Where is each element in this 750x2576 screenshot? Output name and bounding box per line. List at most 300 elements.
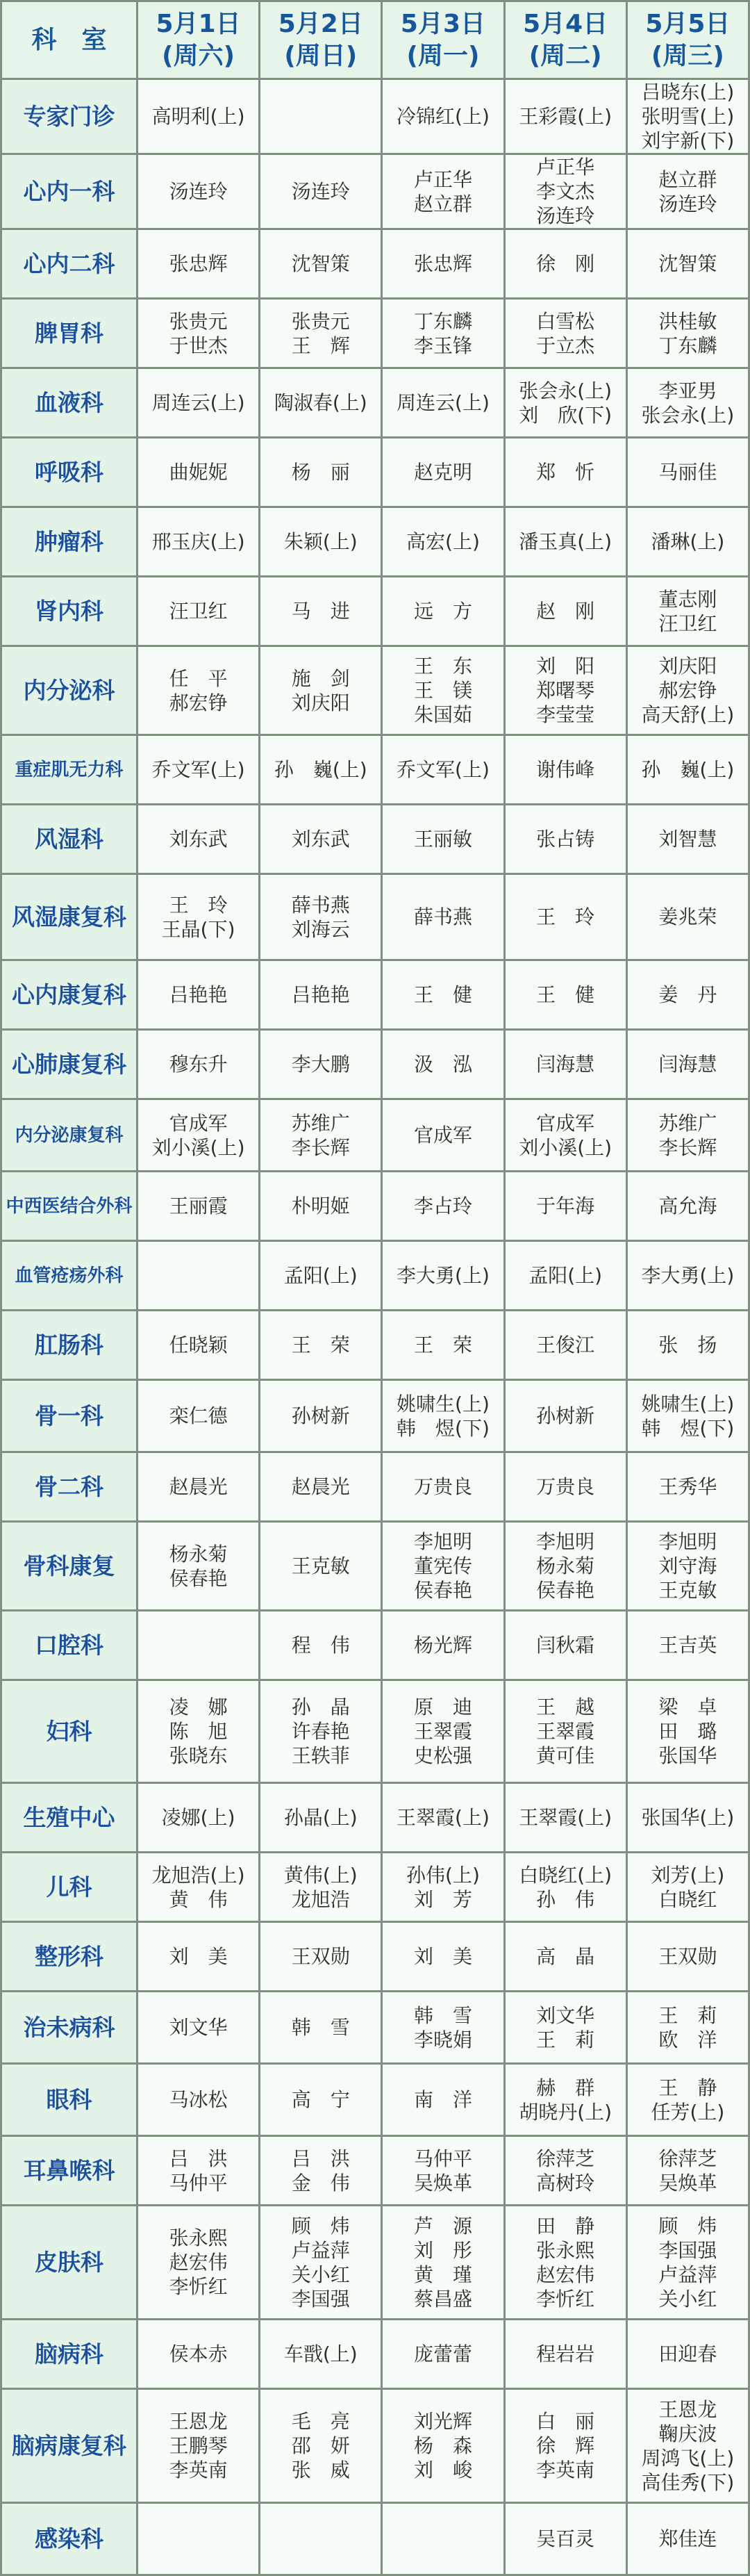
doctor-name: 于世杰: [169, 334, 228, 357]
duty-cell: [138, 1380, 260, 1452]
doctor-name: 孙树新: [536, 1404, 595, 1427]
duty-cell: [138, 1172, 260, 1241]
duty-cell: [504, 1099, 626, 1172]
doctor-name: 闫秋霜: [536, 1634, 595, 1657]
doctor-name: 郑佳连: [658, 2527, 717, 2550]
doctor-name: 李英南: [536, 2459, 595, 2481]
doctor-name: 于年海: [536, 1195, 595, 1217]
doctor-name: 官成军: [413, 1124, 472, 1147]
doctor-name: 白晓红(上): [519, 1863, 612, 1887]
doctor-name: 任晓颖: [169, 1334, 228, 1356]
schedule-row: [1, 1172, 749, 1241]
schedule-row: [1, 2206, 749, 2320]
duty-cell: [382, 1922, 504, 1992]
dept-name: 儿科: [1, 1853, 138, 1922]
duty-cell: [138, 299, 260, 368]
duty-cell: [504, 1922, 626, 1992]
duty-cell: [626, 1380, 749, 1452]
duty-cell: [626, 1922, 749, 1992]
doctor-name: 吕晓东(上): [641, 81, 735, 104]
duty-cell: [138, 646, 260, 735]
schedule-row: [1, 1853, 749, 1922]
doctor-name: 王双勋: [291, 1945, 350, 1968]
duty-cell: [382, 507, 504, 577]
doctor-name: 万贵良: [536, 1475, 595, 1498]
duty-cell: [260, 2320, 382, 2389]
dept-name: 专家门诊: [1, 79, 138, 154]
doctor-name: 李旭明: [536, 1530, 595, 1553]
duty-cell: [138, 577, 260, 646]
doctor-name: 赫 群: [536, 2076, 595, 2099]
duty-cell: [382, 2064, 504, 2136]
doctor-name: 孙树新: [291, 1404, 350, 1427]
doctor-name: 龙旭浩: [291, 1887, 350, 1911]
duty-cell: [382, 299, 504, 368]
schedule-row: [1, 960, 749, 1030]
doctor-name: 王 东: [413, 655, 472, 678]
duty-cell: [260, 368, 382, 438]
duty-cell: [138, 1783, 260, 1853]
doctor-name: 李旭明: [413, 1530, 472, 1553]
doctor-name: 王 镁: [413, 679, 472, 702]
schedule-row: [1, 1611, 749, 1680]
doctor-name: 吕 洪: [291, 2147, 350, 2170]
doctor-name: 侯春艳: [169, 1566, 228, 1590]
duty-cell: [382, 1992, 504, 2064]
doctor-name: 黄 瑾: [413, 2263, 472, 2286]
doctor-name: 于立杰: [536, 334, 595, 357]
duty-cell: [260, 960, 382, 1030]
doctor-name: 薛书燕: [291, 893, 350, 917]
dept-name: 脾胃科: [1, 299, 138, 368]
duty-cell: [504, 646, 626, 735]
doctor-name: 闫海慧: [536, 1053, 595, 1076]
duty-cell: [382, 368, 504, 438]
dept-name: 脑病科: [1, 2320, 138, 2389]
doctor-name: 刘智慧: [658, 828, 717, 851]
doctor-name: 杨光辉: [413, 1634, 472, 1657]
doctor-name: 李国强: [658, 2238, 717, 2262]
doctor-name: 张 威: [291, 2459, 350, 2481]
schedule-row: [1, 438, 749, 507]
duty-cell: [138, 805, 260, 874]
duty-cell: [626, 1611, 749, 1680]
duty-cell: [138, 1611, 260, 1680]
duty-cell: [504, 1452, 626, 1522]
duty-cell: [504, 2136, 626, 2206]
doctor-name: 任 平: [169, 666, 228, 690]
doctor-name: 刘 欣(下): [519, 403, 612, 427]
schedule-row: [1, 1452, 749, 1522]
duty-cell: [138, 1241, 260, 1311]
duty-cell: [504, 1783, 626, 1853]
doctor-name: 栾仁德: [169, 1404, 228, 1427]
duty-cell: [138, 1992, 260, 2064]
doctor-name: 吕艳艳: [291, 983, 350, 1006]
doctor-name: 赵克明: [413, 461, 472, 484]
schedule-row: [1, 299, 749, 368]
dept-name: 脑病康复科: [1, 2389, 138, 2503]
doctor-name: 朱国茹: [413, 703, 472, 726]
doctor-name: 白晓红: [658, 1887, 717, 1911]
duty-cell: [504, 1680, 626, 1783]
duty-cell: [382, 874, 504, 960]
doctor-name: 沈智策: [658, 252, 717, 275]
doctor-name: 谢伟峰: [536, 758, 595, 781]
duty-cell: [260, 1172, 382, 1241]
doctor-name: 孙伟(上): [406, 1863, 480, 1887]
doctor-name: 刘宇新(下): [641, 129, 735, 152]
doctor-name: 朴明姬: [291, 1195, 350, 1217]
doctor-name: 刘小溪(上): [519, 1135, 612, 1159]
doctor-name: 张明雪(上): [641, 105, 735, 128]
schedule-row: [1, 79, 749, 154]
duty-cell: [504, 507, 626, 577]
schedule-row: [1, 154, 749, 229]
duty-cell: [260, 735, 382, 805]
duty-cell: [138, 1030, 260, 1099]
duty-cell: [626, 646, 749, 735]
doctor-name: 李占玲: [413, 1195, 472, 1217]
schedule-row: [1, 646, 749, 735]
doctor-name: 刘文华: [536, 2003, 595, 2027]
dept-name: 肾内科: [1, 577, 138, 646]
duty-cell: [626, 874, 749, 960]
doctor-name: 张占铸: [536, 828, 595, 851]
doctor-name: 张国华(上): [641, 1806, 735, 1829]
doctor-name: 乔文军(上): [397, 758, 490, 781]
schedule-row: [1, 1992, 749, 2064]
doctor-name: 吴焕革: [413, 2171, 472, 2194]
schedule-row: [1, 805, 749, 874]
doctor-name: 高允海: [658, 1195, 717, 1217]
doctor-name: 王 荣: [413, 1334, 472, 1356]
duty-cell: [382, 2136, 504, 2206]
doctor-name: 刘 美: [169, 1945, 228, 1968]
doctor-name: 汪卫红: [169, 600, 228, 623]
duty-cell: [138, 1099, 260, 1172]
doctor-name: 曲妮妮: [169, 461, 228, 484]
schedule-row: [1, 1380, 749, 1452]
doctor-name: 刘 芳: [413, 1887, 472, 1911]
duty-cell: [626, 507, 749, 577]
doctor-name: 韩 雪: [413, 2003, 472, 2027]
duty-cell: [260, 1853, 382, 1922]
duty-cell: [382, 577, 504, 646]
doctor-name: 王翠霞: [413, 1720, 472, 1743]
doctor-name: 官成军: [169, 1111, 228, 1135]
doctor-name: 汤连玲: [658, 192, 717, 215]
duty-cell: [382, 1380, 504, 1452]
duty-cell: [138, 1311, 260, 1380]
doctor-name: 周鸿飞(上): [641, 2446, 735, 2470]
doctor-name: 卢益萍: [291, 2238, 350, 2262]
doctor-name: 王晶(下): [161, 917, 235, 941]
duty-cell: [260, 1241, 382, 1311]
duty-cell: [138, 874, 260, 960]
schedule-row: [1, 735, 749, 805]
duty-cell: [626, 735, 749, 805]
header-row: [1, 1, 749, 79]
doctor-name: 李长辉: [291, 1135, 350, 1159]
doctor-name: 顾 炜: [291, 2214, 350, 2238]
doctor-name: 李旭明: [658, 1530, 717, 1553]
dept-name: 皮肤科: [1, 2206, 138, 2320]
doctor-name: 黄伟(上): [283, 1863, 358, 1887]
doctor-name: 徐 辉: [536, 2434, 595, 2457]
doctor-name: 许春艳: [291, 1720, 350, 1743]
duty-cell: [626, 805, 749, 874]
doctor-name: 龙旭浩(上): [151, 1863, 245, 1887]
dept-name: 肿瘤科: [1, 507, 138, 577]
dept-header: 科 室: [1, 1, 138, 79]
schedule-row: [1, 1311, 749, 1380]
duty-cell: [504, 874, 626, 960]
doctor-name: 田 静: [536, 2214, 595, 2238]
doctor-name: 高 宁: [291, 2088, 350, 2111]
duty-cell: [626, 1241, 749, 1311]
doctor-name: 鞠庆波: [658, 2422, 717, 2445]
duty-cell: [626, 960, 749, 1030]
doctor-name: 孟阳(上): [528, 1264, 603, 1287]
duty-cell: [504, 2206, 626, 2320]
dept-name: 内分泌科: [1, 646, 138, 735]
doctor-name: 冷锦红(上): [397, 105, 490, 128]
duty-cell: [626, 2206, 749, 2320]
doctor-name: 吕 洪: [169, 2147, 228, 2170]
dept-name: 骨二科: [1, 1452, 138, 1522]
doctor-name: 田迎春: [658, 2343, 717, 2365]
doctor-name: 刘守海: [658, 1554, 717, 1577]
schedule-row: [1, 368, 749, 438]
duty-cell: [260, 507, 382, 577]
duty-cell: [138, 1853, 260, 1922]
dept-name: 感染科: [1, 2503, 138, 2575]
duty-cell: [504, 299, 626, 368]
doctor-name: 刘东武: [169, 828, 228, 851]
doctor-name: 王翠霞: [536, 1720, 595, 1743]
doctor-name: 汤连玲: [536, 204, 595, 227]
doctor-name: 关小红: [291, 2263, 350, 2286]
doctor-name: 刘庆阳: [291, 691, 350, 714]
doctor-name: 赵立群: [413, 192, 472, 215]
duty-cell: [260, 1099, 382, 1172]
doctor-name: 李莹莹: [536, 703, 595, 726]
duty-cell: [382, 2320, 504, 2389]
doctor-name: 吕艳艳: [169, 983, 228, 1006]
doctor-name: 王 莉: [658, 2003, 717, 2027]
doctor-name: 王吉英: [658, 1634, 717, 1657]
doctor-name: 孙 巍(上): [274, 758, 367, 781]
doctor-name: 卢正华: [413, 167, 472, 191]
doctor-name: 白 丽: [536, 2410, 595, 2433]
doctor-name: 杨永菊: [536, 1554, 595, 1577]
doctor-name: 王丽霞: [169, 1195, 228, 1217]
duty-cell: [504, 79, 626, 154]
duty-cell: [260, 2389, 382, 2503]
schedule-row: [1, 507, 749, 577]
dept-name: 口腔科: [1, 1611, 138, 1680]
doctor-name: 远 方: [413, 600, 472, 623]
duty-cell: [504, 1522, 626, 1611]
duty-cell: [626, 2136, 749, 2206]
doctor-name: 李长辉: [658, 1135, 717, 1159]
duty-cell: [260, 805, 382, 874]
doctor-name: 穆东升: [169, 1053, 228, 1076]
duty-cell: [504, 229, 626, 299]
duty-cell: [260, 2206, 382, 2320]
doctor-name: 刘光辉: [413, 2410, 472, 2433]
doctor-name: 王轶菲: [291, 1744, 350, 1767]
doctor-name: 薛书燕: [413, 905, 472, 928]
doctor-name: 李大勇(上): [641, 1264, 735, 1287]
doctor-name: 张会永(上): [641, 403, 735, 427]
duty-cell: [626, 1783, 749, 1853]
doctor-name: 王 莉: [536, 2028, 595, 2051]
doctor-name: 任芳(上): [651, 2100, 725, 2124]
duty-cell: [626, 2320, 749, 2389]
doctor-name: 汪卫红: [658, 612, 717, 635]
doctor-name: 高宏(上): [406, 530, 480, 553]
doctor-name: 李英南: [169, 2459, 228, 2481]
duty-cell: [260, 1992, 382, 2064]
doctor-name: 高天舒(上): [641, 703, 735, 726]
duty-cell: [504, 2389, 626, 2503]
duty-cell: [138, 1680, 260, 1783]
duty-cell: [260, 1311, 382, 1380]
doctor-name: 万贵良: [413, 1475, 472, 1498]
doctor-name: 孙 晶: [291, 1696, 350, 1718]
doctor-name: 韩 雪: [291, 2016, 350, 2039]
doctor-name: 刘芳(上): [651, 1863, 725, 1887]
schedule-row: [1, 1783, 749, 1853]
dept-name: 风湿科: [1, 805, 138, 874]
doctor-name: 郝宏铮: [169, 691, 228, 714]
doctor-name: 王 荣: [291, 1334, 350, 1356]
duty-cell: [260, 1783, 382, 1853]
duty-cell: [504, 2064, 626, 2136]
duty-cell: [382, 1611, 504, 1680]
dept-name: 治未病科: [1, 1992, 138, 2064]
dept-name: 骨一科: [1, 1380, 138, 1452]
schedule-row: [1, 1680, 749, 1783]
schedule-body: [1, 79, 749, 2575]
duty-cell: [504, 368, 626, 438]
doctor-name: 刘 美: [413, 1945, 472, 1968]
doctor-name: 潘玉真(上): [519, 530, 612, 553]
doctor-name: 陈 旭: [169, 1720, 228, 1743]
schedule-row: [1, 1030, 749, 1099]
doctor-name: 汲 泓: [413, 1053, 472, 1076]
duty-cell: [260, 2136, 382, 2206]
doctor-name: 洪桂敏: [658, 309, 717, 333]
doctor-name: 孙 巍(上): [641, 758, 735, 781]
doctor-name: 刘海云: [291, 917, 350, 941]
doctor-name: 孟阳(上): [283, 1264, 358, 1287]
duty-cell: [260, 1922, 382, 1992]
doctor-name: 张忠辉: [413, 252, 472, 275]
doctor-name: 孙晶(上): [283, 1806, 358, 1829]
duty-cell: [382, 1783, 504, 1853]
duty-cell: [260, 154, 382, 229]
dept-name: 眼科: [1, 2064, 138, 2136]
doctor-name: 李晓娟: [413, 2028, 472, 2051]
doctor-name: 刘小溪(上): [151, 1135, 245, 1159]
doctor-name: 关小红: [658, 2287, 717, 2311]
doctor-name: 李大勇(上): [397, 1264, 490, 1287]
duty-cell: [504, 1992, 626, 2064]
doctor-name: 刘东武: [291, 828, 350, 851]
doctor-name: 王恩龙: [658, 2397, 717, 2421]
doctor-name: 白雪松: [536, 309, 595, 333]
doctor-name: 刘庆阳: [658, 655, 717, 678]
doctor-name: 金 伟: [291, 2171, 350, 2194]
doctor-name: 吴焕革: [658, 2171, 717, 2194]
duty-cell: [382, 1522, 504, 1611]
doctor-name: 杨 森: [413, 2434, 472, 2457]
duty-cell: [138, 1452, 260, 1522]
dept-name: 耳鼻喉科: [1, 2136, 138, 2206]
doctor-name: 黄可佳: [536, 1744, 595, 1767]
schedule-row: [1, 1241, 749, 1311]
duty-cell: [504, 1611, 626, 1680]
doctor-name: 赵晨光: [291, 1475, 350, 1498]
doctor-name: 王翠霞(上): [519, 1806, 612, 1829]
duty-cell: [626, 1172, 749, 1241]
doctor-name: 史松强: [413, 1744, 472, 1767]
doctor-name: 姜兆荣: [658, 905, 717, 928]
doctor-name: 苏维广: [291, 1111, 350, 1135]
duty-cell: [626, 2064, 749, 2136]
schedule-row: [1, 2389, 749, 2503]
duty-cell: [382, 646, 504, 735]
dept-name: 中西医结合外科: [1, 1172, 138, 1241]
doctor-name: 王彩霞(上): [519, 105, 612, 128]
duty-cell: [138, 368, 260, 438]
doctor-name: 马仲平: [169, 2171, 228, 2194]
doctor-name: 徐萍芝: [658, 2147, 717, 2170]
duty-cell: [382, 438, 504, 507]
day-header: 5月1日 (周六): [138, 1, 260, 79]
doctor-name: 姚啸生(上): [641, 1392, 735, 1416]
duty-cell: [626, 368, 749, 438]
duty-cell: [626, 154, 749, 229]
duty-cell: [504, 1853, 626, 1922]
doctor-name: 刘 彤: [413, 2238, 472, 2262]
duty-cell: [260, 1611, 382, 1680]
duty-cell: [138, 2389, 260, 2503]
duty-cell: [382, 1172, 504, 1241]
duty-cell: [260, 1380, 382, 1452]
doctor-name: 郝宏铮: [658, 679, 717, 702]
doctor-name: 马丽佳: [658, 461, 717, 484]
duty-cell: [260, 299, 382, 368]
doctor-name: 张国华: [658, 1744, 717, 1767]
duty-cell: [138, 960, 260, 1030]
doctor-name: 周连云(上): [397, 391, 490, 414]
duty-cell: [626, 299, 749, 368]
doctor-name: 丁东麟: [413, 309, 472, 333]
doctor-name: 芦 源: [413, 2214, 472, 2238]
duty-cell: [260, 438, 382, 507]
duty-cell: [260, 1680, 382, 1783]
doctor-name: 王 玲: [169, 893, 228, 917]
doctor-name: 郑曙琴: [536, 679, 595, 702]
duty-cell: [382, 154, 504, 229]
doctor-name: 高佳秀(下): [641, 2470, 735, 2494]
doctor-name: 南 洋: [413, 2088, 472, 2111]
doctor-name: 王秀华: [658, 1475, 717, 1498]
